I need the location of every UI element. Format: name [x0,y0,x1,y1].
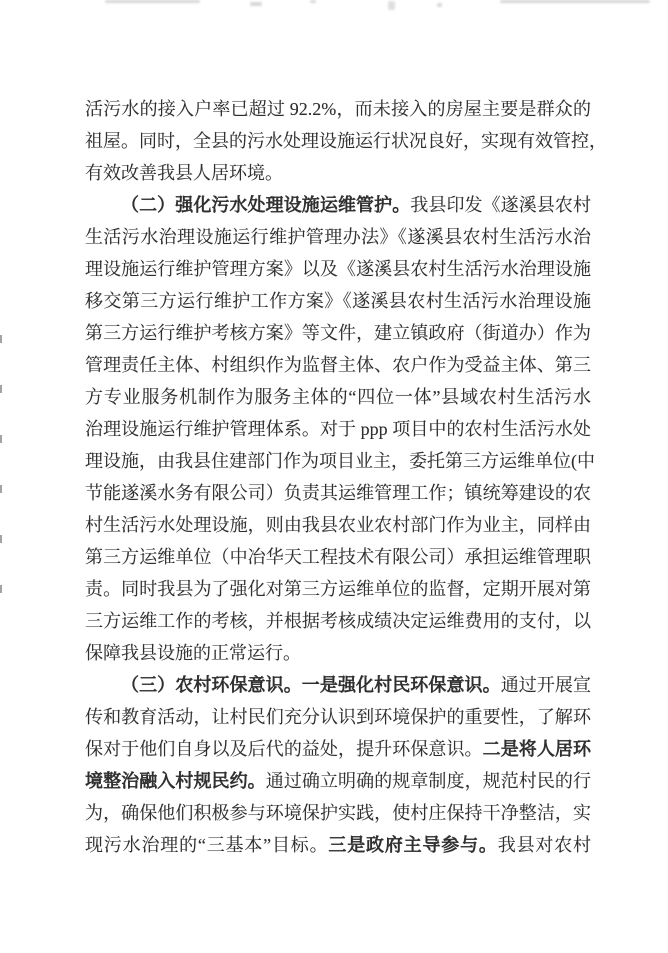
text-line [85,285,591,317]
body-text: 方专业服务机制作为服务主体的“四位一体”县域农村生活污水 [85,387,591,407]
body-text: 第三方运行维护考核方案》等文件，建立镇政府（街道办）作为 [85,323,591,343]
text-line [85,253,591,285]
scan-smudge [500,0,650,3]
document-body [85,93,607,861]
body-text: 生活污水治理设施运行维护管理办法》《遂溪县农村生活污水治 [85,227,591,247]
text-line [85,157,591,189]
text-line [85,349,591,381]
text-line [85,445,595,477]
scan-smudge [388,1,395,10]
text-line [85,541,591,573]
body-text: 通过确立明确的规章制度，规范村民的行 [265,771,592,791]
body-text: 为，确保他们积极参与环境保护实践，使村庄保持干净整洁，实 [85,803,591,823]
body-text: 传和教育活动，让村民们充分认识到环境保护的重要性，了解环 [85,707,591,727]
text-line [85,829,591,861]
emphasis-text: （二）强化污水处理设施运维管护。 [121,195,411,215]
text-line [85,93,591,125]
scan-smudge [105,0,200,3]
scan-smudge [250,2,262,6]
body-text: 三方运维工作的考核，并根据考核成绩决定运维费用的支付，以 [85,611,591,631]
text-line [85,413,591,445]
emphasis-text: 二是将人居环 [482,739,592,759]
body-text: 活污水的接入户率已超过 92.2%，而未接入的房屋主要是群众的 [85,99,591,119]
body-text: 管理责任主体、村组织作为监督主体、农户作为受益主体、第三 [85,355,591,375]
text-line [85,189,591,221]
emphasis-text: 三是政府主导参与。 [328,835,498,855]
body-text: 通过开展宣 [500,675,592,695]
body-text: 理设施运行维护管理方案》以及《遂溪县农村生活污水治理设施 [85,259,591,279]
emphasis-text: 境整治融入村规民约。 [85,771,266,791]
body-text: 祖屋。同时，全县的污水处理设施运行状况良好，实现有效管控， [85,131,607,151]
text-line [85,637,591,669]
text-line [85,125,607,157]
text-line [85,573,591,605]
text-line [85,733,591,765]
body-text: 有效改善我县人居环境。 [85,163,283,183]
scan-smudge [310,0,316,3]
text-line [85,381,591,413]
text-line [85,605,591,637]
paper-edge-marks [0,335,2,600]
body-text: 我县印发《遂溪县农村 [410,195,592,215]
body-text: 第三方运维单位（中冶华天工程技术有限公司）承担运维管理职 [85,547,591,567]
emphasis-text: （三）农村环保意识。一是强化村民环保意识。 [121,675,501,695]
text-line [85,477,591,509]
body-text: 村生活污水处理设施，则由我县农业农村部门作为业主，同样由 [85,515,591,535]
body-text: 责。同时我县为了强化对第三方运维单位的监督，定期开展对第 [85,579,591,599]
body-text: 保对于他们自身以及后代的益处，提升环保意识。 [85,739,483,759]
text-line [85,221,591,253]
text-line [85,765,591,797]
body-text: 现污水治理的“三基本”目标。 [85,835,329,855]
body-text: 保障我县设施的正常运行。 [85,643,301,663]
text-line [85,317,591,349]
text-line [85,797,591,829]
text-line [85,509,591,541]
body-text: 治理设施运行维护管理体系。对于 ppp 项目中的农村生活污水处 [85,419,591,439]
body-text: 节能遂溪水务有限公司）负责其运维管理工作；镇统筹建设的农 [85,483,591,503]
body-text: 理设施，由我县住建部门作为项目业主，委托第三方运维单位(中 [85,451,595,471]
body-text: 移交第三方运行维护工作方案》《遂溪县农村生活污水治理设施 [85,291,591,311]
text-line [85,701,591,733]
body-text: 我县对农村 [497,835,592,855]
scan-smudge [437,3,442,7]
text-line [85,669,591,701]
